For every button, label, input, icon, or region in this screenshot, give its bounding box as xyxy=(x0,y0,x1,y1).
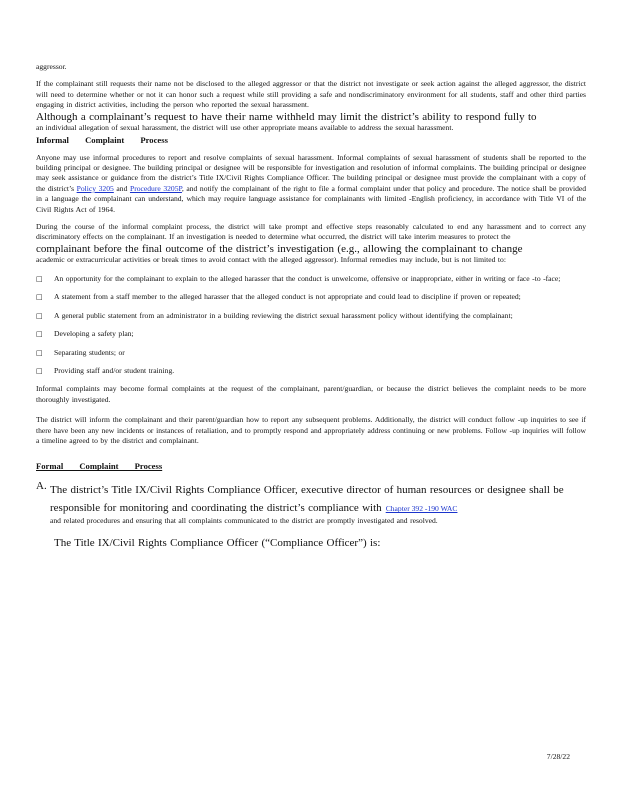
paragraph-confidential-end: an individual allegation of sexual harassment, the district will use other appropriate means available to address the sexual harassment. xyxy=(36,123,454,133)
heading-informal-process: Informal Complaint Process xyxy=(36,134,168,145)
formal-item-a xyxy=(36,480,586,526)
footer-date: 7/28/22 xyxy=(546,752,570,761)
paragraph-informal-2-end: academic or extracurricular activities or break times to avoid contact with the alleged aggressor). Informal remedies may include, but is not limited to: xyxy=(36,255,506,265)
paragraph-informal-4: The district will inform the complainant and their parent/guardian how to report any subsequent problems. Additionally, the district will conduct follow -up inquiries to see if there have been any new incidents or instances of retaliation, and to promptly respond and appropriately address continuing or new problems. Follow -up inquiries will follow a timeline agreed to by the district and complainant. xyxy=(36,415,586,445)
paragraph-compliance-officer: The Title IX/Civil Rights Compliance Officer (“Compliance Officer”) is: xyxy=(54,536,381,549)
list-item: □ A general public statement from an administrator in a building reviewing the district sexual harassment policy without identifying the complainant; xyxy=(36,311,586,321)
list-item: □ Developing a safety plan; xyxy=(36,329,586,339)
item-label: A. xyxy=(36,480,47,493)
policy-link[interactable]: Policy 3205 xyxy=(76,183,114,193)
heading-formal-process: Formal Complaint Process xyxy=(36,461,163,472)
item-a-text: and related procedures and ensuring that all complaints communicated to the district are promptly investigated and resolved. xyxy=(50,516,438,526)
list-item: □ Separating students; or xyxy=(36,348,586,358)
paragraph-informal-2-large: complainant before the final outcome of the district’s investigation (e.g., allowing the complainant to change xyxy=(36,242,523,255)
list-item: □ A statement from a staff member to the alleged harasser that the alleged conduct is not appropriate and could lead to discipline if proven or repeated; xyxy=(36,292,586,302)
paragraph-confidential: If the complainant still requests their name not be disclosed to the alleged aggressor or that the district not investigate or seek action against the alleged aggressor, the district will need to determine whether or not it can honor such a request while still providing a safe and nondiscriminatory environment for all students, staff and other third parties engaging in district activities, including the person who reported the sexual harassment. xyxy=(36,79,586,110)
list-item: □ An opportunity for the complainant to explain to the alleged harasser that the conduct is unwelcome, offensive or inappropriate, either in writing or face -to -face; xyxy=(36,274,586,284)
item-a-text-large: The district’s Title IX/Civil Rights Compliance Officer, executive director of human resources or designee shall be responsible for monitoring and coordinating the district’s compliance with xyxy=(50,484,564,515)
paragraph-top: aggressor. xyxy=(36,62,67,71)
wac-link[interactable]: Chapter 392 -190 WAC xyxy=(385,504,458,514)
paragraph-informal-3: Informal complaints may become formal complaints at the request of the complainant, parent/guardian, or because the district believes the complaint needs to be more thoroughly investigated. xyxy=(36,384,586,404)
confidentiality-section xyxy=(36,79,586,133)
procedure-link[interactable]: Procedure 3205P xyxy=(129,183,182,193)
paragraph-confidential-large: Although a complainant’s request to have their name withheld may limit the district’s ability to respond fully to xyxy=(36,110,537,123)
list-item: □ Providing staff and/or student training. xyxy=(36,366,586,376)
paragraph-informal-1: Anyone may use informal procedures to report and resolve complaints of sexual harassment. Informal complaints of sexual harassment of students shall be reported to the building principal or designee. The building principal or designee will be responsible for investigation and resolution of informal complaints. The building principal or designee may seek assistance or guidance from the district’s Title IX/Civil Rights Compliance Officer. The building principal or designee must provide the complainant with a copy of the district’s Policy 3205 and Procedure 3205P, and notify the complainant of the right to file a formal complaint under that policy and procedure. The notice shall be provided in a language the complainant can understand, which may require language assistance for complainants with limited -English proficiency, in accordance with Title VI of the Civil Rights Act of 1964. xyxy=(36,152,587,214)
informal-section-2 xyxy=(36,222,586,266)
remedies-list xyxy=(36,274,586,376)
paragraph-informal-2: During the course of the informal complaint process, the district will take prompt and effective steps reasonably calculated to end any harassment and to correct any discriminatory effects on the complainant. If an investigation is needed to determine what occurred, the district will take interim measures to protect the xyxy=(36,222,586,242)
